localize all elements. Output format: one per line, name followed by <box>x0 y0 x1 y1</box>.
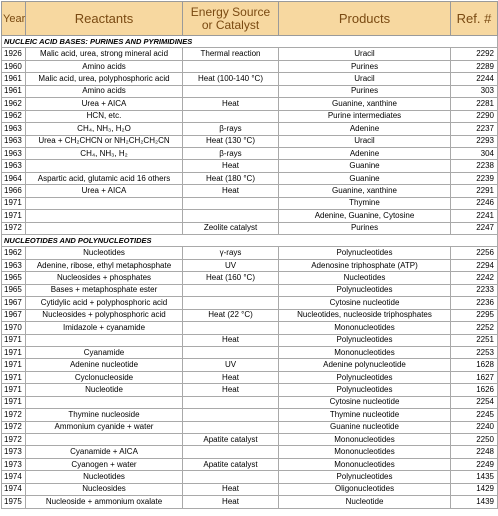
year-cell: 1974 <box>2 471 26 483</box>
reactants-cell: Nucleotides <box>26 471 183 483</box>
year-cell: 1971 <box>2 384 26 396</box>
ref-cell: 1626 <box>451 384 498 396</box>
header-row <box>2 2 498 36</box>
reactants-cell: Malic acid, urea, strong mineral acid <box>26 48 183 60</box>
reactants-cell <box>26 334 183 346</box>
year-cell: 1971 <box>2 359 26 371</box>
year-cell: 1973 <box>2 458 26 470</box>
table-row <box>2 496 498 508</box>
table-row <box>2 147 498 159</box>
products-cell: Guanine <box>279 172 451 184</box>
energy-cell <box>183 210 279 222</box>
table-row <box>2 284 498 296</box>
energy-cell <box>183 110 279 122</box>
products-cell: Adenine <box>279 123 451 135</box>
energy-cell: Thermal reaction <box>183 48 279 60</box>
products-cell: Guanine nucleotide <box>279 421 451 433</box>
year-cell: 1972 <box>2 434 26 446</box>
reactants-cell <box>26 434 183 446</box>
ref-cell: 2251 <box>451 334 498 346</box>
ref-cell: 2246 <box>451 197 498 209</box>
energy-cell <box>183 284 279 296</box>
ref-column-header: Ref. # <box>451 2 498 36</box>
ref-cell: 2256 <box>451 247 498 259</box>
ref-cell: 1627 <box>451 371 498 383</box>
products-cell: Uracil <box>279 73 451 85</box>
table-row <box>2 123 498 135</box>
ref-cell: 2281 <box>451 98 498 110</box>
energy-cell: Apatite catalyst <box>183 434 279 446</box>
reactants-cell <box>26 396 183 408</box>
ref-cell: 2253 <box>451 346 498 358</box>
ref-cell: 2237 <box>451 123 498 135</box>
products-cell: Nucleotide <box>279 496 451 508</box>
products-cell: Polynucleotides <box>279 334 451 346</box>
reactants-cell: Adenine nucleotide <box>26 359 183 371</box>
products-cell: Guanine, xanthine <box>279 185 451 197</box>
energy-cell: Heat <box>183 371 279 383</box>
reactants-cell: Imidazole + cyanamide <box>26 322 183 334</box>
energy-cell: UV <box>183 259 279 271</box>
energy-header-line2: or Catalyst <box>201 17 260 32</box>
section-title: NUCLEIC ACID BASES: PURINES AND PYRIMIDINES <box>2 36 498 48</box>
products-cell: Cytosine nucleotide <box>279 297 451 309</box>
reactants-cell: Aspartic acid, glutamic acid 16 others <box>26 172 183 184</box>
reactants-cell: Nucleosides + phosphates <box>26 272 183 284</box>
reactants-cell: Nucleotides <box>26 247 183 259</box>
energy-cell: Heat <box>183 160 279 172</box>
table-row <box>2 98 498 110</box>
table-row <box>2 160 498 172</box>
reactants-cell <box>26 210 183 222</box>
table-row <box>2 409 498 421</box>
table-row <box>2 135 498 147</box>
table-row <box>2 197 498 209</box>
year-cell: 1963 <box>2 135 26 147</box>
year-cell: 1926 <box>2 48 26 60</box>
year-cell: 1963 <box>2 259 26 271</box>
energy-cell <box>183 197 279 209</box>
table-row <box>2 446 498 458</box>
table-row <box>2 210 498 222</box>
year-cell: 1971 <box>2 210 26 222</box>
year-cell: 1965 <box>2 272 26 284</box>
reactants-cell: Urea + CH₂CHCN or NH₂CH₂CH₂CN <box>26 135 183 147</box>
reactants-cell: Amino acids <box>26 85 183 97</box>
table-row <box>2 297 498 309</box>
reactants-cell: Cyanogen + water <box>26 458 183 470</box>
table-row <box>2 48 498 60</box>
products-cell: Polynucleotides <box>279 384 451 396</box>
products-cell: Mononucleotides <box>279 458 451 470</box>
ref-cell: 2293 <box>451 135 498 147</box>
table-row <box>2 247 498 259</box>
energy-cell: γ-rays <box>183 247 279 259</box>
energy-cell: UV <box>183 359 279 371</box>
year-cell: 1962 <box>2 247 26 259</box>
year-cell: 1967 <box>2 297 26 309</box>
ref-cell: 2249 <box>451 458 498 470</box>
products-cell: Purines <box>279 85 451 97</box>
reactants-cell <box>26 222 183 234</box>
products-cell: Thymine <box>279 197 451 209</box>
ref-cell: 2244 <box>451 73 498 85</box>
table-row <box>2 322 498 334</box>
synthesis-table-container <box>1 1 497 509</box>
table-row <box>2 222 498 234</box>
ref-cell: 2239 <box>451 172 498 184</box>
table-row <box>2 396 498 408</box>
products-cell: Nucleotides, nucleoside triphosphates <box>279 309 451 321</box>
table-row <box>2 421 498 433</box>
ref-cell: 2240 <box>451 421 498 433</box>
table-row <box>2 471 498 483</box>
table-row <box>2 85 498 97</box>
year-cell: 1963 <box>2 147 26 159</box>
year-cell: 1962 <box>2 98 26 110</box>
reactants-cell <box>26 197 183 209</box>
products-cell: Mononucleotides <box>279 434 451 446</box>
energy-cell: Apatite catalyst <box>183 458 279 470</box>
energy-cell: Heat (130 °C) <box>183 135 279 147</box>
year-cell: 1961 <box>2 85 26 97</box>
reactants-cell: Cyanamide + AICA <box>26 446 183 458</box>
reactants-cell: Malic acid, urea, polyphosphoric acid <box>26 73 183 85</box>
ref-cell: 1628 <box>451 359 498 371</box>
energy-cell <box>183 446 279 458</box>
energy-column-header <box>183 2 279 36</box>
products-cell: Adenine <box>279 147 451 159</box>
products-cell: Nucleotides <box>279 272 451 284</box>
year-column-header: Year <box>2 2 26 36</box>
ref-cell: 1435 <box>451 471 498 483</box>
section-title: NUCLEOTIDES AND POLYNUCLEOTIDES <box>2 235 498 247</box>
reactants-cell: Nucleosides + polyphosphoric acid <box>26 309 183 321</box>
products-cell: Adenine, Guanine, Cytosine <box>279 210 451 222</box>
table-header <box>2 2 498 36</box>
table-row <box>2 458 498 470</box>
energy-cell <box>183 60 279 72</box>
ref-cell: 303 <box>451 85 498 97</box>
ref-cell: 2252 <box>451 322 498 334</box>
ref-cell: 2236 <box>451 297 498 309</box>
reactants-cell: Bases + metaphosphate ester <box>26 284 183 296</box>
year-cell: 1973 <box>2 446 26 458</box>
energy-cell: Heat (22 °C) <box>183 309 279 321</box>
ref-cell: 304 <box>451 147 498 159</box>
section-header-row <box>2 235 498 247</box>
table-row <box>2 384 498 396</box>
products-cell: Guanine <box>279 160 451 172</box>
reactants-cell: Thymine nucleoside <box>26 409 183 421</box>
year-cell: 1975 <box>2 496 26 508</box>
table-body <box>2 36 498 509</box>
year-cell: 1974 <box>2 483 26 495</box>
section-header-row <box>2 36 498 48</box>
energy-cell <box>183 421 279 433</box>
ref-cell: 1429 <box>451 483 498 495</box>
year-cell: 1960 <box>2 60 26 72</box>
products-cell: Oligonucleotides <box>279 483 451 495</box>
energy-cell: Heat (160 °C) <box>183 272 279 284</box>
year-cell: 1971 <box>2 371 26 383</box>
year-cell: 1972 <box>2 222 26 234</box>
ref-cell: 2292 <box>451 48 498 60</box>
ref-cell: 2295 <box>451 309 498 321</box>
energy-cell <box>183 85 279 97</box>
products-cell: Mononucleotides <box>279 346 451 358</box>
products-cell: Purines <box>279 222 451 234</box>
products-cell: Cytosine nucleotide <box>279 396 451 408</box>
products-cell: Polynucleotides <box>279 371 451 383</box>
reactants-cell: Amino acids <box>26 60 183 72</box>
table-row <box>2 309 498 321</box>
ref-cell: 2291 <box>451 185 498 197</box>
year-cell: 1972 <box>2 409 26 421</box>
energy-cell <box>183 322 279 334</box>
year-cell: 1971 <box>2 346 26 358</box>
reactants-cell: Urea + AICA <box>26 98 183 110</box>
year-cell: 1963 <box>2 123 26 135</box>
reactants-cell: Nucleoside + ammonium oxalate <box>26 496 183 508</box>
products-cell: Uracil <box>279 135 451 147</box>
table-row <box>2 272 498 284</box>
table-row <box>2 172 498 184</box>
products-cell: Polynucleotides <box>279 284 451 296</box>
ref-cell: 2248 <box>451 446 498 458</box>
reactants-cell: Nucleosides <box>26 483 183 495</box>
energy-cell: Heat <box>183 384 279 396</box>
table-row <box>2 60 498 72</box>
reactants-cell: Adenine, ribose, ethyl metaphosphate <box>26 259 183 271</box>
prebiotic-synthesis-table <box>1 1 498 509</box>
year-cell: 1971 <box>2 197 26 209</box>
products-column-header: Products <box>279 2 451 36</box>
table-row <box>2 73 498 85</box>
year-cell: 1966 <box>2 185 26 197</box>
ref-cell: 2242 <box>451 272 498 284</box>
ref-cell: 2294 <box>451 259 498 271</box>
products-cell: Purine intermediates <box>279 110 451 122</box>
reactants-cell: HCN, etc. <box>26 110 183 122</box>
products-cell: Polynucleotides <box>279 247 451 259</box>
energy-cell: β-rays <box>183 123 279 135</box>
year-cell: 1962 <box>2 110 26 122</box>
ref-cell: 2289 <box>451 60 498 72</box>
table-row <box>2 434 498 446</box>
reactants-column-header: Reactants <box>26 2 183 36</box>
products-cell: Thymine nucleotide <box>279 409 451 421</box>
reactants-cell <box>26 160 183 172</box>
reactants-cell: CH₄, NH₃, H₂ <box>26 147 183 159</box>
ref-cell: 2241 <box>451 210 498 222</box>
energy-cell <box>183 409 279 421</box>
year-cell: 1971 <box>2 396 26 408</box>
table-row <box>2 185 498 197</box>
ref-cell: 2233 <box>451 284 498 296</box>
table-row <box>2 346 498 358</box>
table-row <box>2 110 498 122</box>
year-cell: 1967 <box>2 309 26 321</box>
energy-cell <box>183 346 279 358</box>
year-cell: 1961 <box>2 73 26 85</box>
reactants-cell: Urea + AICA <box>26 185 183 197</box>
products-cell: Adenosine triphosphate (ATP) <box>279 259 451 271</box>
ref-cell: 2238 <box>451 160 498 172</box>
energy-cell: Heat <box>183 185 279 197</box>
products-cell: Uracil <box>279 48 451 60</box>
table-row <box>2 259 498 271</box>
energy-cell: Heat <box>183 496 279 508</box>
year-cell: 1972 <box>2 421 26 433</box>
products-cell: Polynucleotides <box>279 471 451 483</box>
products-cell: Purines <box>279 60 451 72</box>
products-cell: Guanine, xanthine <box>279 98 451 110</box>
reactants-cell: Cyanamide <box>26 346 183 358</box>
reactants-cell: Cyclonucleoside <box>26 371 183 383</box>
reactants-cell: CH₄, NH₃, H₂O <box>26 123 183 135</box>
year-cell: 1964 <box>2 172 26 184</box>
energy-cell: Zeolite catalyst <box>183 222 279 234</box>
energy-cell: Heat <box>183 483 279 495</box>
table-row <box>2 371 498 383</box>
ref-cell: 1439 <box>451 496 498 508</box>
products-cell: Adenine polynucleotide <box>279 359 451 371</box>
energy-cell <box>183 471 279 483</box>
energy-cell: Heat (100-140 °C) <box>183 73 279 85</box>
ref-cell: 2290 <box>451 110 498 122</box>
energy-cell <box>183 396 279 408</box>
reactants-cell: Ammonium cyanide + water <box>26 421 183 433</box>
products-cell: Mononucleotides <box>279 446 451 458</box>
ref-cell: 2247 <box>451 222 498 234</box>
ref-cell: 2250 <box>451 434 498 446</box>
energy-cell: Heat <box>183 98 279 110</box>
ref-cell: 2245 <box>451 409 498 421</box>
year-cell: 1963 <box>2 160 26 172</box>
energy-cell: Heat <box>183 334 279 346</box>
energy-header-line1: Energy Source <box>190 4 271 19</box>
table-row <box>2 334 498 346</box>
reactants-cell: Nucleotide <box>26 384 183 396</box>
year-cell: 1970 <box>2 322 26 334</box>
year-cell: 1965 <box>2 284 26 296</box>
table-row <box>2 483 498 495</box>
year-cell: 1971 <box>2 334 26 346</box>
ref-cell: 2254 <box>451 396 498 408</box>
table-row <box>2 359 498 371</box>
energy-cell: Heat (180 °C) <box>183 172 279 184</box>
products-cell: Mononucleotides <box>279 322 451 334</box>
energy-cell: β-rays <box>183 147 279 159</box>
reactants-cell: Cytidylic acid + polyphosphoric acid <box>26 297 183 309</box>
energy-cell <box>183 297 279 309</box>
